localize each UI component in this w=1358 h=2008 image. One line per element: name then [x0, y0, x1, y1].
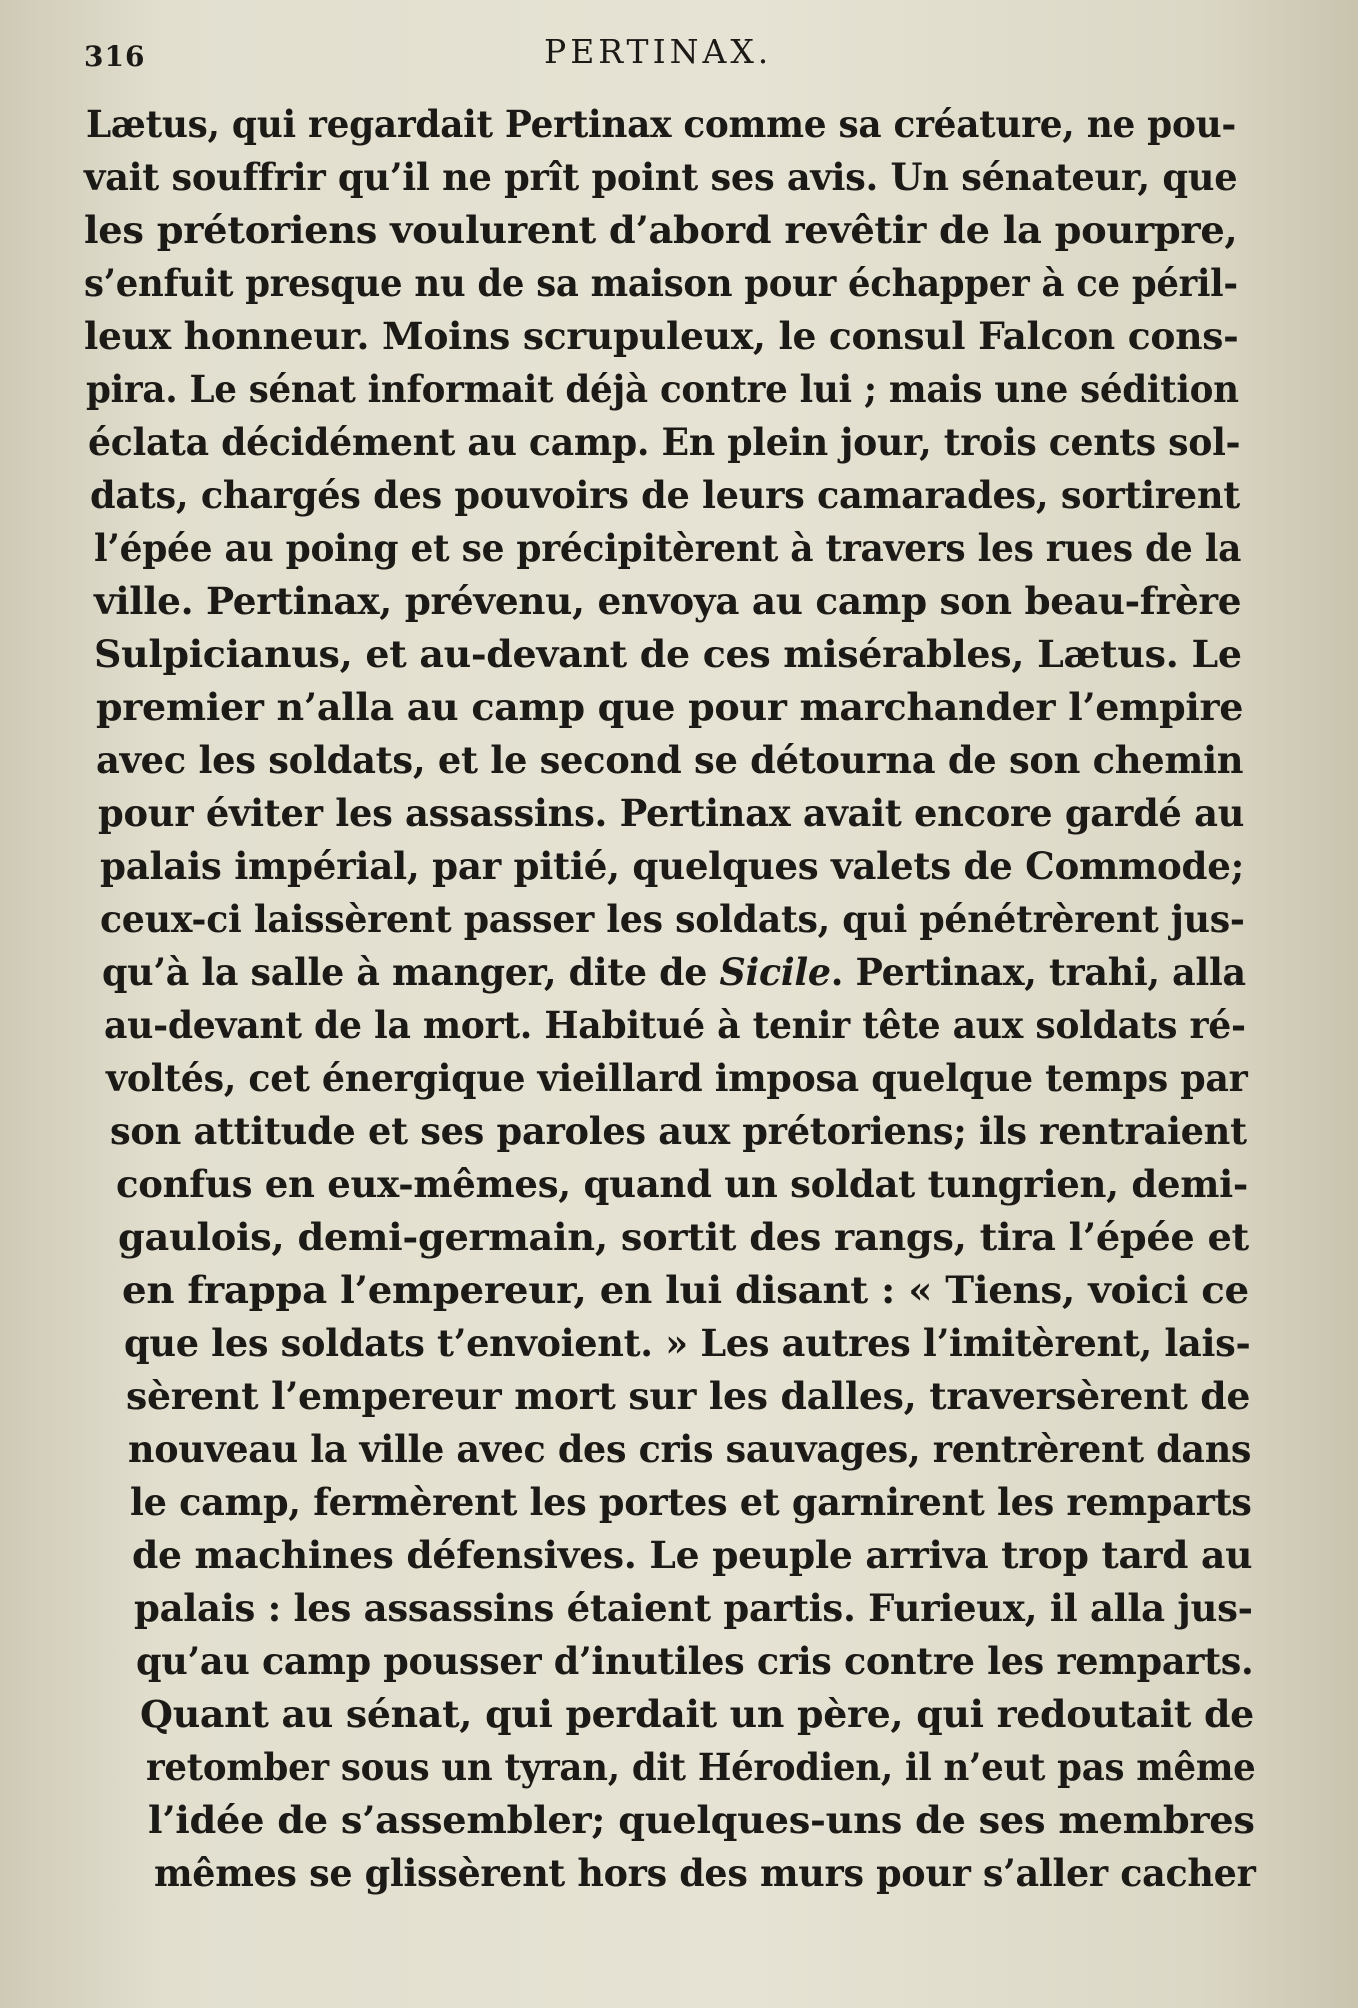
text-line: [102, 946, 1246, 999]
text-line: Sulpicianus, et au-devant de ces misérables, Lætus. Le: [94, 632, 1242, 676]
text-line: retomber sous un tyran, dit Hérodien, il n’eut pas même: [146, 1745, 1256, 1789]
text-line: pour éviter les assassins. Pertinax avait encore gardé au: [98, 791, 1245, 835]
text-line: sèrent l’empereur mort sur les dalles, traversèrent de: [126, 1374, 1251, 1418]
text-line: qu’au camp pousser d’inutiles cris contre les remparts.: [136, 1639, 1254, 1683]
text-line: l’idée de s’assembler; quelques-uns de ses membres: [148, 1798, 1255, 1842]
text-line: au-devant de la mort. Habitué à tenir tête aux soldats ré-: [104, 1003, 1246, 1047]
text-line: palais : les assassins étaient partis. Furieux, il alla jus-: [134, 1586, 1253, 1630]
text-line: en frappa l’empereur, en lui disant : « Tiens, voici ce: [122, 1268, 1249, 1312]
text-line: Quant au sénat, qui perdait un père, qui redoutait de: [140, 1692, 1254, 1736]
text-line: que les soldats t’envoient. » Les autres l’imitèrent, lais-: [124, 1321, 1251, 1365]
text-line: premier n’alla au camp que pour marchander l’empire: [96, 685, 1244, 729]
text-line: palais impérial, par pitié, quelques valets de Commode;: [100, 844, 1245, 888]
text-line: l’épée au poing et se précipitèrent à travers les rues de la: [94, 526, 1242, 570]
text-line: dats, chargés des pouvoirs de leurs camarades, sortirent: [90, 473, 1240, 517]
text-line: confus en eux-mêmes, quand un soldat tungrien, demi-: [116, 1162, 1249, 1206]
text-line: voltés, cet énergique vieillard imposa quelque temps par: [106, 1056, 1248, 1100]
text-line: Lætus, qui regardait Pertinax comme sa créature, ne pou-: [86, 102, 1236, 146]
page-number: 316: [84, 40, 146, 73]
text-line: vait souffrir qu’il ne prît point ses avis. Un sénateur, que: [84, 155, 1238, 199]
text-line: mêmes se glissèrent hors des murs pour s’aller cacher: [154, 1851, 1256, 1895]
text-line: leux honneur. Moins scrupuleux, le consul Falcon cons-: [84, 314, 1239, 358]
text-line: de machines défensives. Le peuple arriva trop tard au: [132, 1533, 1253, 1577]
text-line: éclata décidément au camp. En plein jour, trois cents sol-: [88, 420, 1241, 464]
text-line: avec les soldats, et le second se détourna de son chemin: [96, 738, 1244, 782]
italic-word: Sicile: [719, 950, 831, 994]
text-line: le camp, fermèrent les portes et garnirent les remparts: [130, 1480, 1252, 1524]
text-line-part: qu’à la salle à manger, dite de: [102, 950, 720, 994]
running-head: [84, 28, 1274, 78]
text-line: les prétoriens voulurent d’abord revêtir de la pourpre,: [84, 208, 1238, 252]
text-line: pira. Le sénat informait déjà contre lui ; mais une sédition: [86, 367, 1239, 411]
running-title: PERTINAX.: [544, 32, 773, 71]
text-line: s’enfuit presque nu de sa maison pour échapper à ce péril-: [84, 261, 1238, 305]
text-line: nouveau la ville avec des cris sauvages, rentrèrent dans: [128, 1427, 1252, 1471]
text-line: ville. Pertinax, prévenu, envoya au camp son beau-frère: [94, 579, 1242, 623]
text-line-part: . Pertinax, trahi, alla: [830, 950, 1246, 994]
text-line: son attitude et ses paroles aux prétoriens; ils rentraient: [110, 1109, 1247, 1153]
text-line: ceux-ci laissèrent passer les soldats, qui pénétrèrent jus-: [100, 897, 1245, 941]
text-line: gaulois, demi-germain, sortit des rangs, tira l’épée et: [118, 1215, 1249, 1259]
